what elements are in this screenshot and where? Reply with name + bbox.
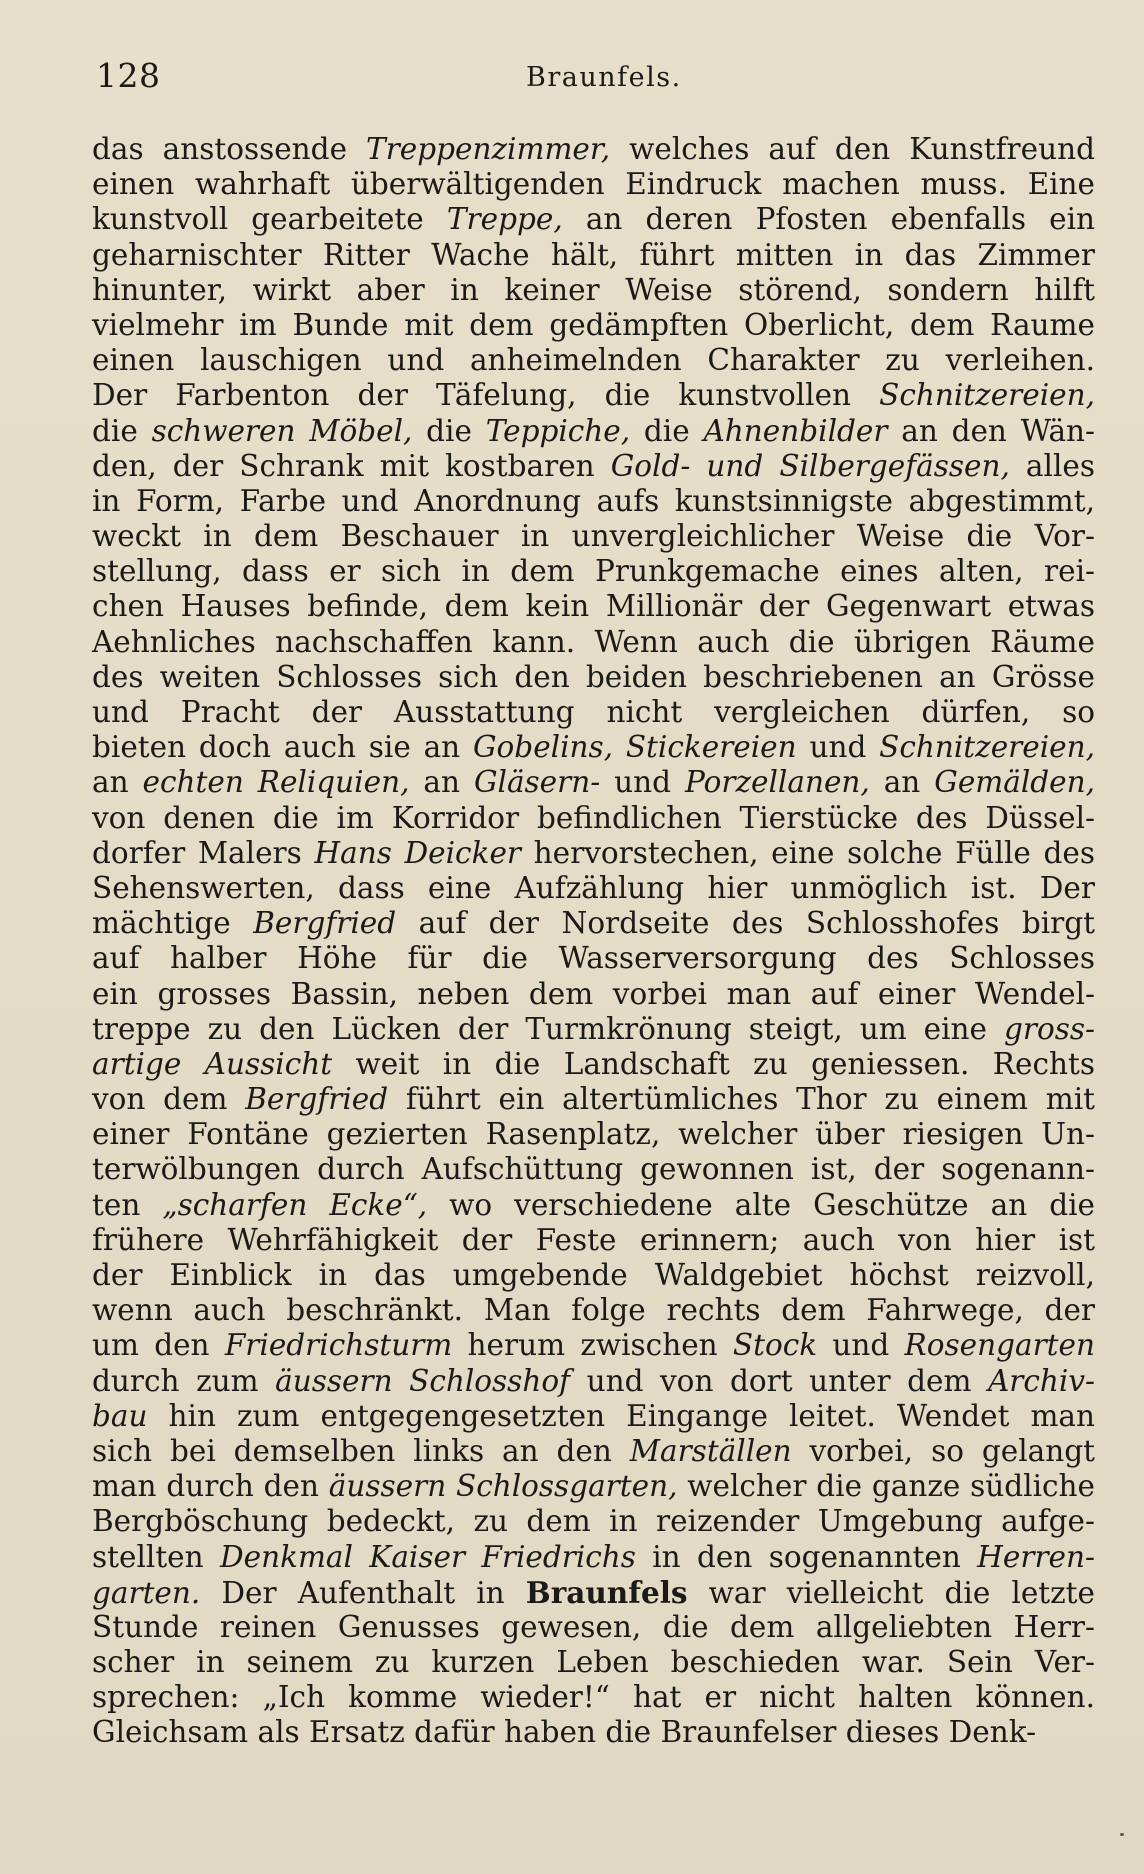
text-segment: sprechen: „Ich komme wieder!“ hat er nicht halten können. <box>92 1680 1095 1715</box>
text-segment: frühere Wehrfähigkeit der Feste erinnern; auch von hier ist <box>92 1222 1095 1257</box>
text-segment: und <box>796 730 880 765</box>
text-line <box>92 273 1095 308</box>
text-segment: von denen die im Korridor befindlichen Tierstücke des Düssel- <box>92 800 1095 835</box>
text-segment: sich bei demselben links an den <box>92 1433 630 1468</box>
text-line <box>92 238 1095 273</box>
text-segment: von dem <box>92 1082 246 1117</box>
text-line <box>92 871 1095 906</box>
page-number: 128 <box>96 56 161 95</box>
text-segment: an <box>869 765 935 800</box>
text-segment: Der Farbenton der Täfelung, die kunstvollen <box>92 378 880 413</box>
text-segment: ten <box>92 1187 163 1222</box>
text-segment: war vielleicht die letzte <box>687 1575 1095 1610</box>
text-line <box>92 1715 1095 1750</box>
text-line <box>92 1610 1095 1645</box>
text-line <box>92 1434 1095 1469</box>
emphasized-text: äussern Schlossgarten, <box>328 1469 678 1504</box>
text-segment: stellung, dass er sich in dem Prunkgemache eines alten, rei- <box>92 554 1095 589</box>
text-segment: einen lauschigen und anheimelnden Charakter zu verleihen. <box>92 343 1095 378</box>
emphasized-text: Teppiche, <box>485 413 631 448</box>
emphasized-text: artige Aussicht <box>92 1046 333 1081</box>
text-segment: Der Aufenthalt in <box>200 1575 526 1610</box>
text-line <box>92 449 1095 484</box>
text-segment: Sehenswerten, dass eine Aufzählung hier unmöglich ist. Der <box>92 870 1095 905</box>
text-line <box>92 1047 1095 1082</box>
text-segment: um den <box>92 1328 225 1363</box>
text-line <box>92 308 1095 343</box>
text-segment: welches auf den Kunstfreund <box>610 132 1095 166</box>
text-segment: an deren Pfosten ebenfalls ein <box>562 202 1096 237</box>
text-segment: hinunter, wirkt aber in keiner Weise störend, sondern hilft <box>92 272 1095 307</box>
text-segment: durch zum <box>92 1363 276 1398</box>
text-line <box>92 1364 1095 1399</box>
text-segment: und Pracht der Ausstattung nicht vergleichen dürfen, so <box>92 695 1095 729</box>
text-segment: scher in seinem zu kurzen Leben beschieden war. Sein Ver- <box>92 1645 1095 1680</box>
text-line <box>92 554 1095 589</box>
text-line <box>92 167 1095 202</box>
text-line <box>92 1540 1095 1575</box>
text-segment: geharnischter Ritter Wache hält, führt mitten in das Zimmer <box>92 237 1095 272</box>
text-segment: in Form, Farbe und Anordnung aufs kunstsinnigste abgestimmt, <box>92 483 1095 518</box>
text-segment: dorfer Malers <box>92 835 315 870</box>
text-line <box>92 1680 1095 1715</box>
emphasized-text: Schnitzereien, <box>879 730 1095 765</box>
text-segment: vorbei, so gelangt <box>791 1433 1095 1468</box>
emphasized-text: Gold- und Silbergefässen, <box>610 448 1010 483</box>
emphasized-text: Gemälden, <box>934 765 1095 800</box>
text-segment: welcher die ganze südliche <box>677 1469 1095 1504</box>
emphasized-text: Archiv- <box>988 1363 1095 1398</box>
text-line <box>92 801 1095 836</box>
text-line <box>92 1152 1095 1187</box>
text-segment: kunstvoll gearbeitete <box>92 202 447 237</box>
text-line <box>92 1469 1095 1504</box>
emphasized-text: Hans Deicker <box>314 835 522 870</box>
emphasized-text: Gläsern- <box>473 765 601 800</box>
text-segment: wenn auch beschränkt. Man folge rechts dem Fahrwege, der <box>92 1293 1095 1328</box>
text-segment: vielmehr im Bunde mit dem gedämpften Oberlicht, dem Raume <box>92 307 1095 342</box>
text-line <box>92 343 1095 378</box>
emphasized-text: Marställen <box>629 1433 792 1468</box>
text-segment: weckt in dem Beschauer in unvergleichlicher Weise die Vor- <box>92 519 1095 554</box>
text-segment: die <box>412 413 486 448</box>
text-segment: chen Hauses befinde, dem kein Millionär der Gegenwart etwas <box>92 589 1095 624</box>
text-line <box>92 1117 1095 1152</box>
text-segment: weit in die Landschaft zu geniessen. Rechts <box>332 1046 1095 1081</box>
text-line <box>92 378 1095 413</box>
emphasized-text: Denkmal Kaiser Friedrichs <box>219 1539 636 1574</box>
text-line <box>92 1082 1095 1117</box>
text-segment: an <box>92 765 143 800</box>
text-line <box>92 1504 1095 1539</box>
text-line <box>92 132 1095 167</box>
text-segment: alles <box>1009 448 1095 483</box>
text-line <box>92 906 1095 941</box>
text-line <box>92 589 1095 624</box>
text-line <box>92 1188 1095 1223</box>
text-segment: hin zum entgegengesetzten Eingange leitet. Wendet man <box>147 1398 1095 1433</box>
text-segment: der Einblick in das umgebende Waldgebiet höchst reizvoll, <box>92 1258 1095 1292</box>
text-segment: bieten doch auch sie an <box>92 730 473 765</box>
text-line <box>92 941 1095 976</box>
emphasized-text: garten. <box>92 1575 201 1610</box>
text-segment: die <box>92 413 152 448</box>
emphasized-text: Gobelins, Stickereien <box>472 730 797 765</box>
text-segment: auf halber Höhe für die Wasserversorgung des Schlosses <box>92 941 1095 976</box>
text-segment: Gleichsam als Ersatz dafür haben die Braunfelser dieses Denk- <box>92 1715 1037 1750</box>
text-segment: den, der Schrank mit kostbaren <box>92 448 611 483</box>
bold-text: Braunfels <box>525 1574 688 1610</box>
text-segment: und <box>817 1328 905 1363</box>
text-segment: des weiten Schlosses sich den beiden beschriebenen an Grösse <box>92 659 1095 694</box>
paper-speck <box>1120 1833 1124 1836</box>
text-line <box>92 765 1095 800</box>
emphasized-text: echten Reliquien, <box>142 765 410 800</box>
text-segment: und <box>600 765 685 800</box>
text-segment: Stunde reinen Genusses gewesen, die dem allgeliebten Herr- <box>92 1609 1095 1644</box>
body-text <box>92 132 1095 1751</box>
text-segment: terwölbungen durch Aufschüttung gewonnen ist, der sogenann- <box>92 1152 1095 1187</box>
text-segment: führt ein altertümliches Thor zu einem mit <box>388 1082 1095 1117</box>
text-line <box>92 695 1095 730</box>
text-segment: stellten <box>92 1539 220 1574</box>
emphasized-text: Bergfried <box>253 906 397 941</box>
emphasized-text: Schnitzereien, <box>879 378 1095 413</box>
text-line <box>92 660 1095 695</box>
text-segment: treppe zu den Lücken der Turmkrönung steigt, um eine <box>92 1011 1004 1046</box>
text-line <box>92 730 1095 765</box>
emphasized-text: Porzellanen, <box>684 765 870 800</box>
emphasized-text: Ahnenbilder <box>703 413 888 448</box>
text-segment: herum zwischen <box>452 1328 733 1363</box>
text-line <box>92 1399 1095 1434</box>
text-line <box>92 977 1095 1012</box>
text-segment: auf der Nordseite des Schlosshofes birgt <box>396 906 1095 941</box>
emphasized-text: bau <box>92 1398 148 1433</box>
text-segment: und von dort unter dem <box>570 1363 988 1398</box>
emphasized-text: Treppe, <box>446 202 563 237</box>
text-line <box>92 836 1095 871</box>
emphasized-text: Bergfried <box>245 1082 389 1117</box>
text-segment: mächtige <box>92 906 254 941</box>
text-line <box>92 519 1095 554</box>
text-segment: wo verschiedene alte Geschütze an die <box>427 1187 1095 1222</box>
text-line <box>92 1293 1095 1328</box>
text-segment: hervorstechen, eine solche Fülle des <box>521 835 1095 870</box>
text-segment: Bergböschung bedeckt, zu dem in reizender Umgebung aufge- <box>92 1504 1095 1539</box>
text-segment: man durch den <box>92 1469 329 1504</box>
text-segment: Aehnliches nachschaffen kann. Wenn auch die übrigen Räume <box>92 624 1095 659</box>
emphasized-text: „scharfen Ecke“, <box>162 1187 428 1222</box>
text-line <box>92 625 1095 660</box>
text-line <box>92 1223 1095 1258</box>
text-segment: an den Wän- <box>887 413 1096 448</box>
text-segment: ein grosses Bassin, neben dem vorbei man auf einer Wendel- <box>92 976 1095 1011</box>
text-line <box>92 202 1095 237</box>
emphasized-text: Stock <box>732 1328 818 1363</box>
emphasized-text: Friedrichsturm <box>224 1328 453 1363</box>
text-segment: an <box>409 765 474 800</box>
emphasized-text: gross- <box>1004 1011 1095 1046</box>
text-segment: in den sogenannten <box>635 1539 978 1574</box>
emphasized-text: Herren- <box>977 1539 1095 1574</box>
emphasized-text: Rosengarten <box>904 1328 1095 1363</box>
text-segment: das anstossende <box>92 132 367 166</box>
text-line <box>92 1575 1095 1610</box>
emphasized-text: äussern Schlosshof <box>275 1363 571 1398</box>
emphasized-text: Treppenzimmer, <box>366 132 611 166</box>
text-line <box>92 1012 1095 1047</box>
text-line <box>92 1328 1095 1363</box>
text-segment: einen wahrhaft überwältigenden Eindruck machen muss. Eine <box>92 167 1095 202</box>
emphasized-text: schweren Möbel, <box>151 413 413 448</box>
text-line <box>92 484 1095 519</box>
text-line <box>92 414 1095 449</box>
text-segment: die <box>630 413 704 448</box>
text-segment: einer Fontäne gezierten Rasenplatz, welcher über riesigen Un- <box>92 1117 1095 1152</box>
text-line <box>92 1258 1095 1293</box>
running-title: Braunfels. <box>526 62 682 93</box>
text-line <box>92 1645 1095 1680</box>
